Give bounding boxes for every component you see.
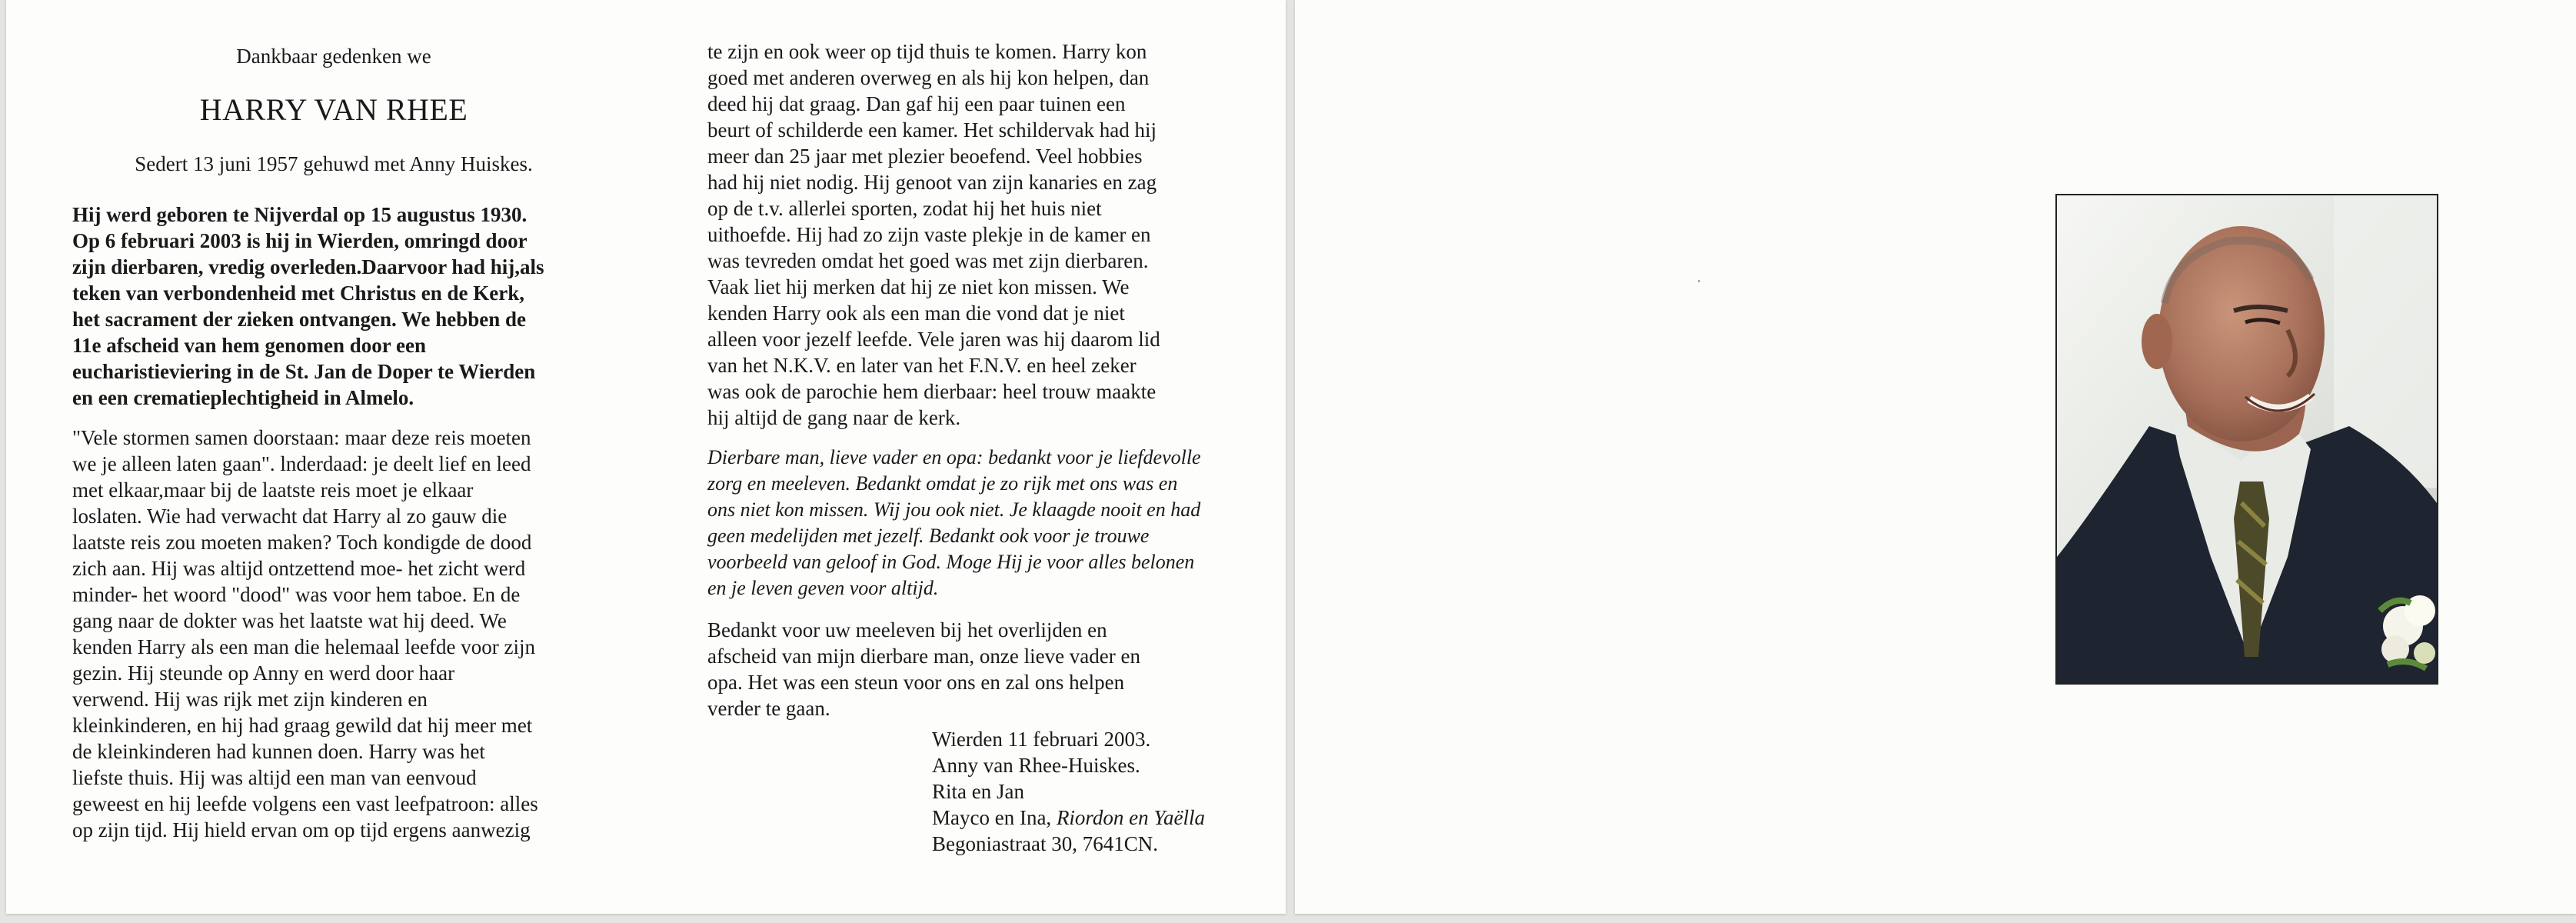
bio-line: eucharistieviering in de St. Jan de Doper te Wierden [72, 360, 536, 383]
text-column-right [707, 38, 1230, 857]
thanks-line: verder te gaan. [707, 697, 830, 720]
text-line: we je alleen laten gaan". lnderdaad: je deelt lief en leed [72, 452, 531, 475]
text-line: gang naar de dokter was het laatste wat hij deed. We [72, 609, 507, 632]
poem-line: Dierbare man, lieve vader en opa: bedankt voor je liefdevolle [707, 446, 1201, 468]
text-column-left [72, 43, 595, 843]
text-line: minder- het woord "dood" was voor hem taboe. En de [72, 583, 521, 606]
memorial-text-part-2 [707, 38, 1230, 431]
widow-name: Anny van Rhee-Huiskes. [932, 754, 1140, 777]
poem-line: ons niet kon missen. Wij jou ook niet. Je klaagde nooit en had [707, 498, 1201, 521]
poem-line: zorg en meeleven. Bedankt omdat je zo rijk met ons was en [707, 472, 1178, 495]
thanks-line: opa. Het was een steun voor ons en zal ons helpen [707, 671, 1125, 694]
poem-line: geen medelijden met jezelf. Bedankt ook voor je trouwe [707, 525, 1150, 547]
address: Begoniastraat 30, 7641CN. [932, 832, 1158, 855]
children-line: Rita en Jan [932, 780, 1024, 803]
text-line: uithoefde. Hij had zo zijn vaste plekje in de kamer en [707, 223, 1151, 246]
place-date: Wierden 11 februari 2003. [932, 728, 1151, 751]
text-line: deed hij dat graag. Dan gaf hij een paar tuinen een [707, 92, 1126, 115]
text-line: had hij niet nodig. Hij genoot van zijn kanaries en zag [707, 171, 1157, 194]
text-line: verwend. Hij was rijk met zijn kinderen en [72, 688, 428, 711]
text-line: gezin. Hij steunde op Anny en werd door haar [72, 661, 455, 685]
text-line: "Vele stormen samen doorstaan: maar deze reis moeten [72, 426, 531, 449]
bio-line: Hij werd geboren te Nijverdal op 15 augustus 1930. [72, 203, 528, 226]
text-line: geweest en hij leefde volgens een vast leefpatroon: alles [72, 792, 538, 815]
paper-speck [1698, 280, 1700, 282]
poem-line: en je leven geven voor altijd. [707, 577, 939, 599]
text-line: kenden Harry ook als een man die vond dat je niet [707, 302, 1125, 325]
family-signature [932, 726, 1230, 857]
portrait-illustration [2057, 195, 2437, 683]
bio-line: 11e afscheid van hem genomen door een [72, 334, 426, 357]
text-line: laatste reis zou moeten maken? Toch kondigde de dood [72, 531, 532, 554]
text-line: liefste thuis. Hij was altijd een man van eenvoud [72, 766, 477, 789]
bio-line: teken van verbondenheid met Christus en de Kerk, [72, 282, 525, 305]
farewell-poem [707, 445, 1230, 601]
text-line: op de t.v. allerlei sporten, zodat hij het huis niet [707, 197, 1102, 220]
children-line [932, 805, 1230, 831]
text-line: loslaten. Wie had verwacht dat Harry al zo gauw die [72, 505, 508, 528]
deceased-name: HARRY VAN RHEE [199, 92, 468, 127]
text-line: beurt of schilderde een kamer. Het schildervak had hij [707, 118, 1157, 142]
grandchildren-names: Riordon en Yaëlla [1056, 806, 1205, 829]
text-line: van het N.K.V. en later van het F.N.V. en heel zeker [707, 354, 1137, 377]
text-line: met elkaar,maar bij de laatste reis moet je elkaar [72, 478, 474, 501]
poem-line: voorbeeld van geloof in God. Moge Hij je voor alles belonen [707, 551, 1195, 573]
text-line: meer dan 25 jaar met plezier beoefend. Veel hobbies [707, 145, 1143, 168]
marriage-line: Sedert 13 juni 1957 gehuwd met Anny Huiskes. [135, 152, 533, 175]
text-line: was tevreden omdat het goed was met zijn dierbaren. [707, 249, 1149, 272]
card-inner-left [6, 0, 1286, 914]
bio-line: en een crematieplechtigheid in Almelo. [72, 386, 414, 409]
text-line: de kleinkinderen had kunnen doen. Harry was het [72, 740, 485, 763]
biography-paragraph [72, 202, 595, 411]
thanks-paragraph [707, 617, 1230, 721]
text-line: goed met anderen overweg en als hij kon helpen, dan [707, 66, 1150, 89]
text-line: op zijn tijd. Hij hield ervan om op tijd ergens aanwezig [72, 818, 531, 841]
intro-line: Dankbaar gedenken we [236, 45, 431, 68]
bio-line: Op 6 februari 2003 is hij in Wierden, omringd door [72, 229, 528, 252]
text-line: kleinkinderen, en hij had graag gewild dat hij meer met [72, 714, 533, 737]
text-line: zich aan. Hij was altijd ontzettend moe- het zicht werd [72, 557, 526, 580]
thanks-line: Bedankt voor uw meeleven bij het overlijden en [707, 618, 1107, 641]
memorial-text-part-1 [72, 425, 595, 843]
portrait-photo [2055, 194, 2438, 685]
text-line: hij altijd de gang naar de kerk. [707, 406, 961, 429]
text-line: alleen voor jezelf leefde. Vele jaren was hij daarom lid [707, 328, 1160, 351]
text-line: Vaak liet hij merken dat hij ze niet kon missen. We [707, 275, 1130, 298]
bio-line: zijn dierbaren, vredig overleden.Daarvoor had hij,als [72, 255, 544, 278]
text-line: kenden Harry als een man die helemaal leefde voor zijn [72, 635, 535, 658]
bio-line: het sacrament der zieken ontvangen. We hebben de [72, 308, 526, 331]
thanks-line: afscheid van mijn dierbare man, onze lieve vader en [707, 645, 1140, 668]
text-line: was ook de parochie hem dierbaar: heel trouw maakte [707, 380, 1157, 403]
text-line: te zijn en ook weer op tijd thuis te komen. Harry kon [707, 40, 1147, 63]
children-names: Mayco en Ina, [932, 806, 1057, 829]
